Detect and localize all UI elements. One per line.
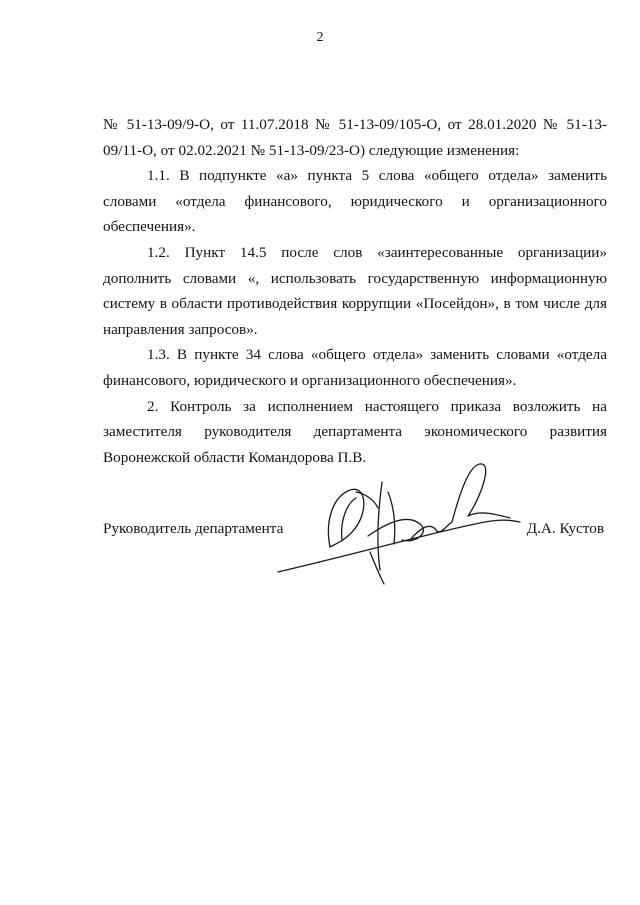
- paragraph-2: 2. Контроль за исполнением настоящего приказа возложить на заместителя руководителя департамента экономического развития Воронежской области Командорова П.В.: [103, 397, 607, 466]
- paragraph-1-2: 1.2. Пункт 14.5 после слов «заинтересованные организации» дополнить словами «, использовать государственную информационную систему в области противодействия коррупции «Посейдон», в том числе для направления запросов».: [103, 243, 607, 338]
- paragraph-continuation: № 51-13-09/9-О, от 11.07.2018 № 51-13-09/105-О, от 28.01.2020 № 51-13-09/11-О, от 02.02.2021 № 51-13-09/23-О) следующие изменения:: [103, 116, 607, 159]
- paragraph-1-1: 1.1. В подпункте «а» пункта 5 слова «общего отдела» заменить словами «отдела финансового, юридического и организационного обеспечения».: [103, 167, 607, 236]
- paragraph-1-3: 1.3. В пункте 34 слова «общего отдела» заменить словами «отдела финансового, юридического и организационного обеспечения».: [103, 346, 607, 389]
- signatory-name: Д.А. Кустов: [526, 520, 604, 537]
- page-number: 2: [316, 30, 324, 45]
- signatory-position: Руководитель департамента: [103, 520, 284, 537]
- handwritten-signature: [270, 452, 530, 592]
- document-body: [103, 112, 607, 470]
